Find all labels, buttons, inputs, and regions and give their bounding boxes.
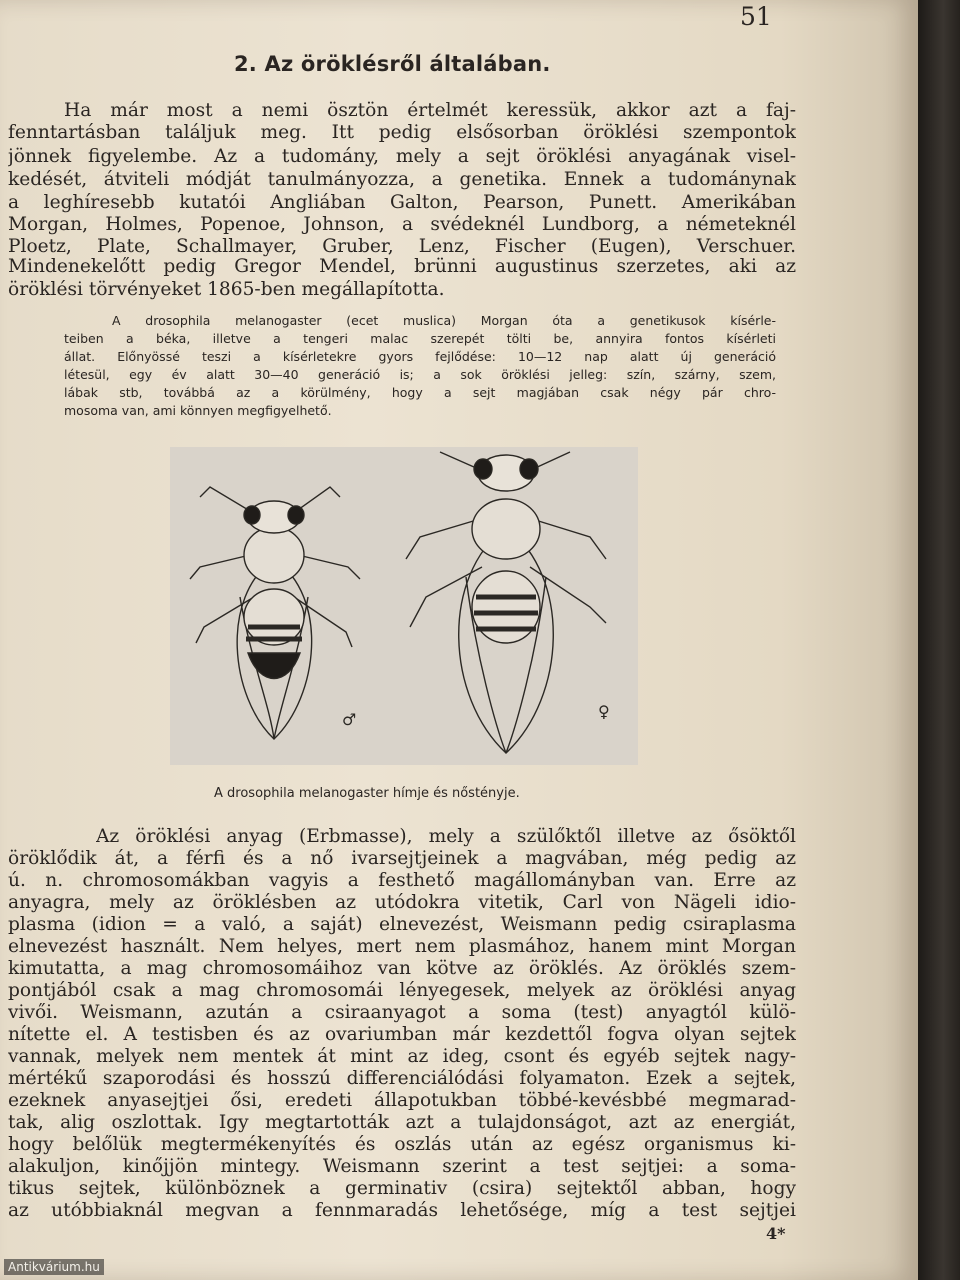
intro-line: öröklési törvényeket 1865-ben megállapította.: [8, 279, 445, 300]
main-line: mértékű szaporodási és hosszú differenciálódási folyamaton. Ezek a sejtek,: [8, 1068, 796, 1089]
main-line: hogy belőlük megtermékenyítés és oszlás után az egész organismus ki-: [8, 1134, 796, 1155]
signature-mark: 4*: [766, 1224, 786, 1243]
fly-illustration: [170, 447, 638, 765]
main-line: Az öröklési anyag (Erbmasse), mely a szülőktől illetve az ősöktől: [96, 826, 796, 847]
note-line: A drosophila melanogaster (ecet muslica) Morgan óta a genetikusok kísérle-: [112, 313, 776, 328]
intro-line: a leghíresebb kutatói Angliában Galton, Pearson, Punett. Amerikában: [8, 192, 796, 213]
main-line: alakuljon, kinőjjön mintegy. Weismann szerint a test sejtjei: a soma-: [8, 1156, 796, 1177]
main-line: nítette el. A testisben és az ovariumban már kezdettől fogva olyan sejtek: [8, 1024, 796, 1045]
section-title: 2. Az öröklésről általában.: [234, 52, 551, 76]
intro-line: Mindenekelőtt pedig Gregor Mendel, brünni augustinus szerzetes, aki az: [8, 256, 796, 277]
female-symbol: ♀: [598, 702, 610, 721]
watermark: Antikvárium.hu: [4, 1259, 104, 1275]
main-line: pontjából csak a mag chromosomái lényegesek, melyek az öröklési anyag: [8, 980, 796, 1001]
main-line: anyagra, mely az öröklésben az utódokra vitetik, Carl von Nägeli idio-: [8, 892, 796, 913]
main-line: elnevezést használt. Nem helyes, mert nem plasmához, hanem mint Morgan: [8, 936, 796, 957]
intro-line: jönnek figyelembe. Az a tudomány, mely a sejt öröklési anyagának visel-: [8, 146, 796, 167]
intro-line: Ha már most a nemi ösztön értelmét keressük, akkor azt a faj-: [64, 100, 796, 121]
figure-caption: A drosophila melanogaster hímje és nőstényje.: [214, 786, 520, 801]
note-line: lábak stb, továbbá az a körülmény, hogy a sejt magjában csak négy pár chro-: [64, 385, 776, 400]
intro-line: kedését, átviteli módját tanulmányozza, a genetika. Ennek a tudománynak: [8, 169, 796, 190]
note-line: teiben a béka, illetve a tengeri malac szerepét tölti be, annyira fontos kísérleti: [64, 331, 776, 346]
note-line: állat. Előnyössé teszi a kísérletekre gyors fejlődése: 10—12 nap alatt új generáció: [64, 349, 776, 364]
main-line: tak, alig oszlottak. Igy megtartották azt a tulajdonságot, azt az energiát,: [8, 1112, 796, 1133]
main-line: tikus sejtek, különböznek a germinativ (csira) sejtektől abban, hogy: [8, 1178, 796, 1199]
main-line: kimutatta, a mag chromosomáihoz van kötve az öröklés. Az öröklés szem-: [8, 958, 796, 979]
main-line: az utóbbiaknál megvan a fennmaradás lehetősége, míg a test sejtjei: [8, 1200, 796, 1221]
main-line: ezeknek anyasejtjei ősi, eredeti állapotukban többé-kevésbbé megmarad-: [8, 1090, 796, 1111]
main-line: ú. n. chromosomákban vagyis a festhető magállományban van. Erre az: [8, 870, 796, 891]
book-binding-edge: [918, 0, 960, 1280]
note-line: létesül, egy év alatt 30—40 generáció is; a sok öröklési jelleg: szín, szárny, szem,: [64, 367, 776, 382]
main-line: vivői. Weismann, azután a csiraanyagot a soma (test) anyagtól külö-: [8, 1002, 796, 1023]
intro-line: Ploetz, Plate, Schallmayer, Gruber, Lenz, Fischer (Eugen), Verschuer.: [8, 236, 796, 257]
male-fly: [190, 487, 360, 739]
intro-line: Morgan, Holmes, Popenoe, Johnson, a svédeknél Lundborg, a németeknél: [8, 214, 796, 235]
main-line: plasma (idion = a való, a saját) elnevezést, Weismann pedig csiraplasma: [8, 914, 796, 935]
female-fly: [406, 452, 606, 753]
drosophila-drawing: [170, 447, 638, 765]
intro-line: fenntartásban találjuk meg. Itt pedig elsősorban öröklési szempontok: [8, 122, 796, 143]
main-line: vannak, melyek nem mentek át mint az ideg, csont és egyéb sejtek nagy-: [8, 1046, 796, 1067]
main-line: öröklődik át, a férfi és a nő ivarsejtjeinek a magvában, még pedig az: [8, 848, 796, 869]
page-number: 51: [740, 2, 772, 31]
male-symbol: ♂: [342, 710, 357, 729]
note-line: mosoma van, ami könnyen megfigyelhető.: [64, 403, 332, 418]
